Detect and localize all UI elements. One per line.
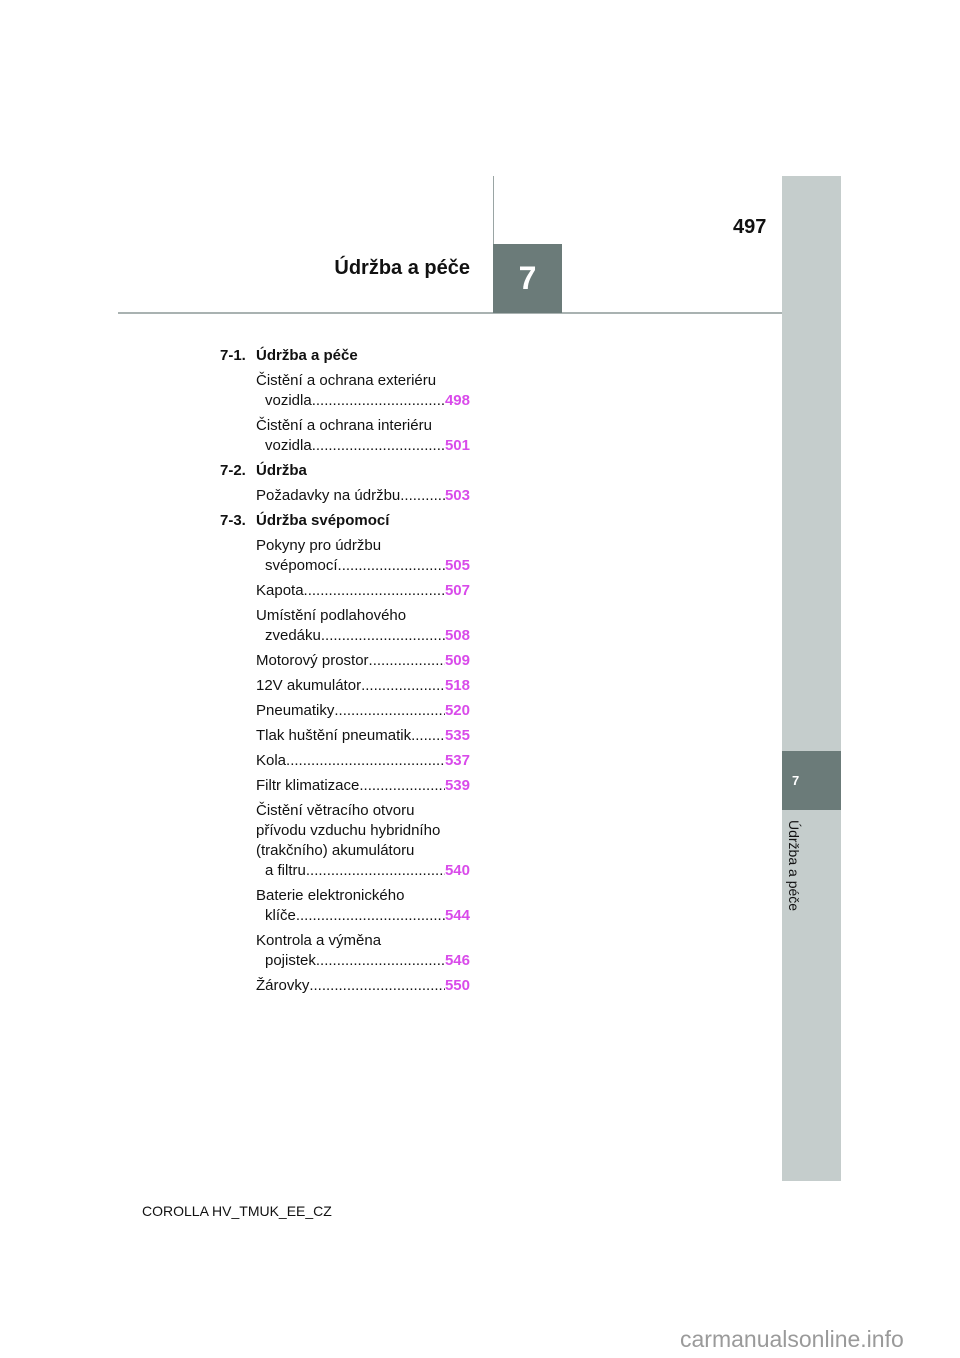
toc-section-heading — [220, 461, 470, 481]
entry-text-line: pojistek — [265, 952, 316, 969]
page-link[interactable]: 507 — [444, 582, 470, 599]
dot-leader — [312, 436, 445, 456]
page-link[interactable]: 520 — [444, 702, 470, 719]
entry-text-line: Kapota — [256, 582, 304, 599]
page-link[interactable]: 550 — [444, 977, 470, 994]
entry-text-line: zvedáku — [265, 627, 321, 644]
entry-text-line: svépomocí — [265, 557, 338, 574]
page-link[interactable]: 537 — [444, 752, 470, 769]
header-divider-horizontal — [118, 312, 782, 314]
dot-leader — [334, 701, 445, 721]
toc-entry — [256, 486, 470, 506]
section-title: Údržba svépomocí — [256, 512, 390, 529]
chapter-number-box: 7 — [493, 244, 562, 313]
entry-text-line: 12V akumulátor — [256, 677, 362, 694]
entry-text-line: přívodu vzduchu hybridního — [256, 822, 441, 839]
toc-entry — [256, 751, 470, 771]
page-link[interactable]: 505 — [444, 557, 470, 574]
entry-text-line: Filtr klimatizace — [256, 777, 360, 794]
dot-leader — [338, 556, 445, 576]
entry-text-line: (trakčního) akumulátoru — [256, 842, 415, 859]
dot-leader — [400, 486, 445, 506]
section-number: 7-2. — [220, 462, 246, 479]
page-link[interactable]: 508 — [444, 627, 470, 644]
chapter-title: Údržba a péče — [334, 257, 470, 279]
entry-text-line: Pneumatiky — [256, 702, 335, 719]
page-link[interactable]: 544 — [444, 907, 470, 924]
section-title: Údržba a péče — [256, 347, 358, 364]
page-link[interactable]: 539 — [444, 777, 470, 794]
toc-entry — [256, 931, 470, 971]
dot-leader — [312, 391, 445, 411]
table-of-contents — [220, 346, 470, 1001]
side-tab-label: Údržba a péče — [786, 820, 802, 912]
watermark: carmanualsonline.info — [680, 1326, 904, 1352]
toc-entry — [256, 776, 470, 796]
page-link[interactable]: 546 — [444, 952, 470, 969]
entry-text-line: Kola — [256, 752, 287, 769]
toc-entry — [256, 371, 470, 411]
toc-entry — [256, 801, 470, 881]
entry-text-line: Čistění větracího otvoru — [256, 802, 415, 819]
page-link[interactable]: 518 — [444, 677, 470, 694]
dot-leader — [369, 651, 445, 671]
toc-entry — [256, 726, 470, 746]
entry-text-line: Čistění a ochrana interiéru — [256, 417, 432, 434]
entry-text-line: Čistění a ochrana exteriéru — [256, 372, 437, 389]
page-number: 497 — [733, 216, 767, 238]
section-number: 7-1. — [220, 347, 246, 364]
dot-leader — [411, 726, 445, 746]
entry-text-line: a filtru — [265, 862, 306, 879]
section-number: 7-3. — [220, 512, 246, 529]
toc-entry — [256, 536, 470, 576]
toc-entry — [256, 651, 470, 671]
toc-entry — [256, 701, 470, 721]
side-index-bar — [782, 176, 841, 1181]
dot-leader — [306, 861, 445, 881]
entry-text-line: Žárovky — [256, 977, 310, 994]
entry-text-line: Kontrola a výměna — [256, 932, 382, 949]
entry-text-line: Umístění podlahového — [256, 607, 407, 624]
dot-leader — [321, 626, 445, 646]
page-link[interactable]: 540 — [444, 862, 470, 879]
entry-text-line: Baterie elektronického — [256, 887, 405, 904]
dot-leader — [304, 581, 445, 601]
entry-text-line: Motorový prostor — [256, 652, 369, 669]
entry-text-line: Pokyny pro údržbu — [256, 537, 382, 554]
dot-leader — [316, 951, 445, 971]
entry-text-line: vozidla — [265, 437, 312, 454]
toc-section-heading — [220, 346, 470, 366]
toc-entry — [256, 886, 470, 926]
toc-section-heading — [220, 511, 470, 531]
toc-entry — [256, 606, 470, 646]
page-link[interactable]: 498 — [444, 392, 470, 409]
page-link[interactable]: 503 — [444, 487, 470, 504]
page-link[interactable]: 501 — [444, 437, 470, 454]
entry-text-line: Tlak huštění pneumatik — [256, 727, 412, 744]
dot-leader — [309, 976, 445, 996]
section-title: Údržba — [256, 462, 307, 479]
toc-entry — [256, 976, 470, 996]
dot-leader — [359, 776, 445, 796]
toc-entry — [256, 581, 470, 601]
dot-leader — [296, 906, 445, 926]
footer-model-code: COROLLA HV_TMUK_EE_CZ — [142, 1203, 332, 1219]
side-tab-number: 7 — [792, 773, 800, 788]
entry-text-line: klíče — [265, 907, 296, 924]
toc-entry — [256, 416, 470, 456]
side-chapter-tab[interactable] — [782, 751, 841, 810]
entry-text-line: Požadavky na údržbu — [256, 487, 401, 504]
dot-leader — [361, 676, 445, 696]
page-link[interactable]: 509 — [444, 652, 470, 669]
entry-text-line: vozidla — [265, 392, 312, 409]
dot-leader — [286, 751, 445, 771]
page-link[interactable]: 535 — [444, 727, 470, 744]
toc-entry — [256, 676, 470, 696]
